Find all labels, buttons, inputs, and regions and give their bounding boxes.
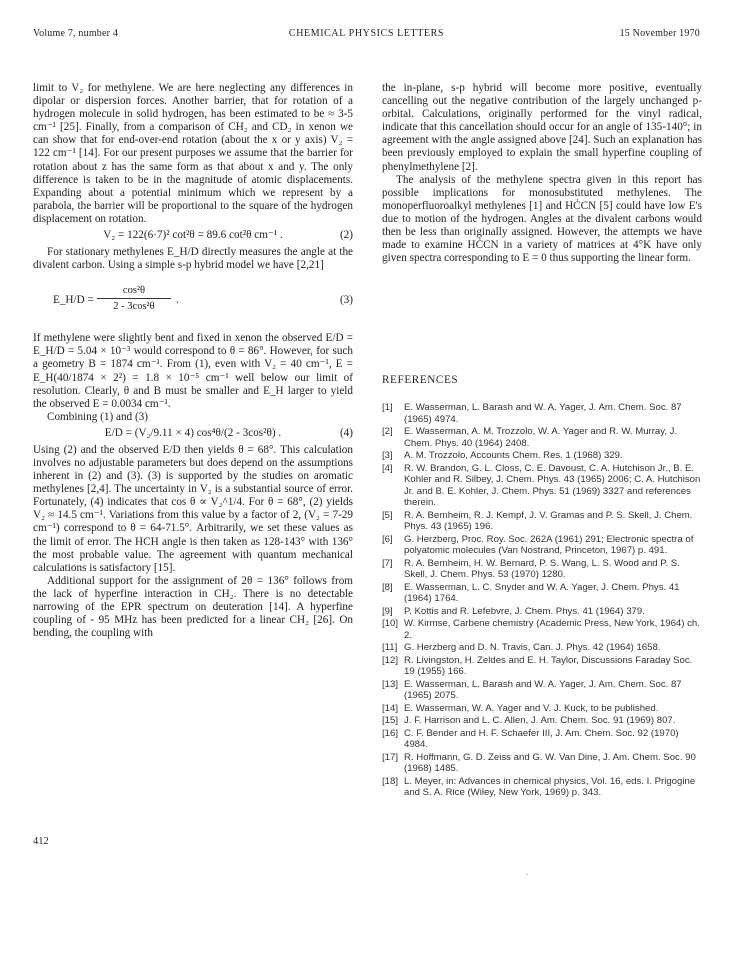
equation-4 [33, 427, 353, 441]
equation-body: E/D = (V₂/9.11 × 4) cos⁴θ/(2 - 3cos²θ) . [104, 426, 282, 439]
reference-number: [7] [382, 557, 393, 569]
equation-number: (2) [339, 229, 353, 242]
reference-item [382, 776, 702, 799]
reference-item [382, 618, 702, 641]
left-column [33, 82, 353, 640]
reference-list [382, 402, 702, 800]
reference-item [382, 679, 702, 702]
equation-number: (4) [339, 426, 353, 439]
reference-number: [3] [382, 450, 393, 461]
reference-number: [12] [382, 654, 399, 666]
reference-text: R. A. Bernheim, H. W. Bernard, P. S. Wang, L. S. Wood and P. S. Skell, J. Chem. Phys. 53 (1970) 1280. [404, 557, 680, 580]
reference-number: [9] [382, 605, 393, 617]
reference-item [382, 582, 702, 605]
reference-item [382, 642, 702, 654]
reference-number: [1] [382, 402, 393, 413]
reference-text: R. A. Bernheim, R. J. Kempf, J. V. Gramas and P. S. Skell, J. Chem. Phys. 43 (1965) 196. [404, 509, 693, 532]
equation-lhs: E_H/D = [53, 294, 94, 307]
reference-text: C. F. Bender and H. F. Schaefer III, J. Am. Chem. Soc. 92 (1970) 4984. [404, 727, 679, 750]
reference-text: R. W. Brandon, G. L. Closs, C. E. Davoust, C. A. Hutchison Jr., B. E. Kohler and R. Silbey, J. Chem. Phys. 43 (1965) 2006; C. A. Hutchison Jr. and B. E. Kohler, J. Chem. Phys. 51 (1969) 3327 and references therein. [404, 462, 701, 508]
paragraph: Additional support for the assignment of 2θ = 136° follows from the lack of hyperfine interaction in CH₂. There is no detectable narrowing of the EPR spectrum on deuteration [14]. A hyperfine coupling of - 95 MHz has been predicted for a linear CH₂ [26]. On bending, the coupling with [33, 574, 353, 640]
paragraph: For stationary methylenes E_H/D directly measures the angle at the divalent carbon. Using a simple s-p hybrid model we have [2,21] [33, 246, 353, 272]
reference-text: E. Wasserman, L. Barash and W. A. Yager, J. Am. Chem. Soc. 87 (1965) 4974. [404, 402, 682, 425]
fraction-denominator: 2 - 3cos²θ [113, 301, 155, 313]
reference-number: [5] [382, 509, 393, 521]
right-column [382, 82, 702, 265]
fraction-numerator: cos²θ [97, 284, 171, 299]
page-header [33, 28, 700, 42]
reference-number: [13] [382, 678, 399, 690]
reference-text: W. Kirmse, Carbene chemistry (Academic Press, New York, 1964) ch. 2. [404, 618, 700, 641]
reference-number: [11] [382, 642, 398, 653]
reference-item [382, 426, 702, 449]
reference-number: [4] [382, 462, 393, 474]
reference-number: [15] [382, 715, 399, 726]
reference-item [382, 450, 702, 462]
reference-text: E. Wasserman, W. A. Yager and V. J. Kuck, to be published. [404, 702, 659, 714]
reference-item [382, 606, 702, 618]
reference-number: [14] [382, 702, 399, 714]
issue-date: 15 November 1970 [619, 28, 700, 39]
reference-text: L. Meyer, in: Advances in chemical physics, Vol. 16, eds. I. Prigogine and S. A. Rice (Wiley, New York, 1969) p. 343. [404, 775, 696, 798]
equation-period: . [176, 294, 179, 307]
paragraph: limit to V₂ for methylene. We are here neglecting any differences in dipolar or dispersion forces. Another barrier, that for rotation of a hydrogen molecule in solid hydrogen, has been estimated to be ≈ 3-5 cm⁻¹ [25]. Finally, from a comparison of CH₂ and CD₂ in xenon we can show that for end-over-end rotation (about the x or y axis) V₂ = 122 cm⁻¹ [14]. For our present purposes we assume that the barrier for rotation about z has the same form as that about x and y. The only difference is taken to be in the magnitude of atomic displacements. Expanding about a potential minimum which we represent by a parabola, the barrier will be proportional to the square of the hydrogen displacement on rotation. [33, 82, 353, 225]
reference-item [382, 402, 702, 425]
reference-item [382, 728, 702, 751]
reference-text: A. M. Trozzolo, Accounts Chem. Res. 1 (1968) 329. [404, 450, 623, 461]
page-number: 412 [33, 836, 49, 847]
paragraph: the in-plane, s-p hybrid will become more positive, eventually cancelling out the negative contribution of the largely unchanged p-orbital. Calculations, originally performed for the vinyl radical, indicate that this cancellation should occur for an angle of 135-140°; in agreement with the angle assigned above [24]. Such an explanation has been previously employed to explain the small hyperfine coupling of phenylmethylene [2]. [382, 82, 702, 173]
reference-item [382, 463, 702, 509]
reference-number: [18] [382, 775, 399, 787]
reference-number: [10] [382, 618, 399, 629]
reference-text: J. F. Harrison and L. C. Allen, J. Am. Chem. Soc. 91 (1969) 807. [404, 715, 676, 726]
equation-fraction [97, 284, 171, 313]
reference-text: E. Wasserman, L. Barash and W. A. Yager, J. Am. Chem. Soc. 87 (1965) 2075. [404, 678, 682, 701]
reference-item [382, 715, 702, 727]
equation-2 [33, 229, 353, 243]
reference-number: [16] [382, 727, 399, 739]
reference-text: R. Hoffmann, G. D. Zeiss and G. W. Van Dine, J. Am. Chem. Soc. 90 (1968) 1485. [404, 751, 696, 774]
reference-text: G. Herzberg, Proc. Roy. Soc. 262A (1961) 291; Electronic spectra of polyatomic molecules (Van Nostrand, Princeton, 1967) p. 491. [404, 533, 694, 556]
reference-item [382, 655, 702, 678]
stray-mark: · [525, 870, 529, 881]
paragraph: The analysis of the methylene spectra given in this report has possible implications for monosubstituted methylenes. The monoperfluoroalkyl methylenes [1] and HĊCN [5] could have low E's due to motion of the hydrogen. Angles at the divalent carbons would then be less than originally assigned. However, the attempts we have made to examine HĊCN in a variety of matrices at 4°K have only given spectra corresponding to E = 0 thus supporting the linear form. [382, 173, 702, 265]
equation-number: (3) [339, 294, 353, 307]
journal-title: CHEMICAL PHYSICS LETTERS [288, 28, 445, 39]
paragraph: If methylene were slightly bent and fixed in xenon the observed E/D = E_H/D = 5.04 × 10⁻³ would correspond to θ = 86°. However, for such a geometry B = 1874 cm⁻¹. From (1), even with V₂ = 40 cm⁻¹, E = E_H(40/1874 × 2²) = 1.8 × 10⁻⁵ cm⁻¹ well below our limit of resolution. Clearly, θ and B must be smaller and E_H larger to yield the observed E = 0.0034 cm⁻¹. [33, 332, 353, 410]
reference-text: E. Wasserman, A. M. Trozzolo, W. A. Yager and R. W. Murray, J. Chem. Phys. 40 (1964) 2408. [404, 426, 678, 449]
reference-item [382, 752, 702, 775]
reference-text: E. Wasserman, L. C. Snyder and W. A. Yager, J. Chem. Phys. 41 (1964) 1764. [404, 581, 680, 604]
reference-text: G. Herzberg and D. N. Travis, Can. J. Phys. 42 (1964) 1658. [404, 642, 661, 653]
reference-number: [2] [382, 426, 393, 437]
reference-number: [17] [382, 751, 399, 763]
reference-text: R. Livingston, H. Zeldes and E. H. Taylor, Discussions Faraday Soc. 19 (1955) 166. [404, 654, 693, 677]
volume-label: Volume 7, number 4 [33, 28, 119, 39]
paragraph: Using (2) and the observed E/D then yields θ = 68°. This calculation involves no adjustable parameters but does depend on the assumptions inherent in (2) and (3). (3) is supported by the studies on aromatic methylenes [2,4]. The uncertainty in V₂ is a substantial source of error. Fortunately, (4) indicates that cos θ ∝ V₂^1/4. For θ = 68°, (2) yields V₂ ≈ 14.5 cm⁻¹. Variations from this value by a factor of 2, (V₂ = 7-29 cm⁻¹) correspond to θ = 64-71.5°. Arbitrarily, we set these values as the limit of error. The HCH angle is then taken as 128-143° with 136° the most probable value. The agreement with quantum mechanical calculations is satisfactory [15]. [33, 443, 353, 574]
equation-3 [33, 284, 353, 318]
paragraph: Combining (1) and (3) [47, 410, 148, 423]
reference-number: [6] [382, 533, 393, 545]
reference-number: [8] [382, 581, 393, 593]
reference-item [382, 510, 702, 533]
reference-item [382, 534, 702, 557]
reference-item [382, 703, 702, 715]
equation-body: V₂ = 122(6·7)² cot²θ = 89.6 cot²θ cm⁻¹ . [103, 229, 283, 242]
reference-item [382, 558, 702, 581]
reference-text: P. Kottis and R. Lefebvre, J. Chem. Phys. 41 (1964) 379. [404, 605, 645, 617]
references-heading: REFERENCES [382, 374, 459, 386]
